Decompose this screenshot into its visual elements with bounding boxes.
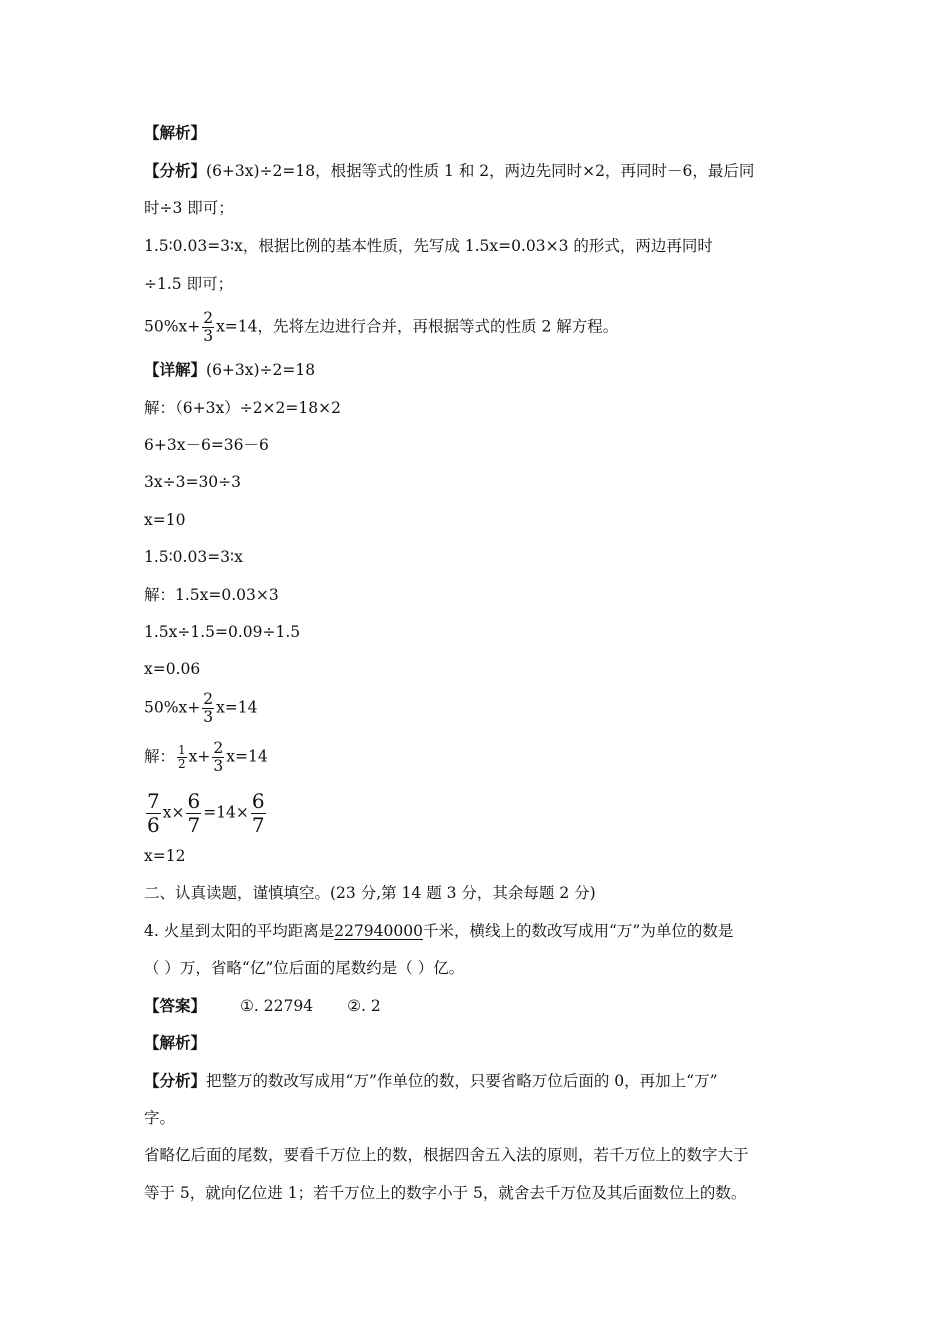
fenxi-line-2 bbox=[144, 1071, 718, 1091]
fenxi-tag: 【分析】 bbox=[144, 161, 207, 180]
equation-pre: 50%x+ bbox=[144, 698, 201, 717]
xiangjie-tag: 【详解】 bbox=[144, 360, 207, 379]
fraction-denominator: 3 bbox=[203, 708, 214, 726]
fenxi-text: 把整万的数改写成用“万”作单位的数，只要省略万位后面的 0，再加上“万” bbox=[206, 1072, 718, 1090]
fraction-numerator: 2 bbox=[203, 309, 214, 327]
percent-line bbox=[144, 310, 618, 345]
fraction-seven-sixths bbox=[146, 790, 161, 837]
multiply-x: x× bbox=[162, 803, 185, 822]
step-2: 6+3x－6=36－6 bbox=[144, 436, 269, 454]
section-2-heading: 二、认真读题，谨慎填空。(23 分,第 14 题 3 分，其余每题 2 分) bbox=[144, 884, 596, 902]
fraction-denominator: 3 bbox=[213, 757, 224, 775]
step-7: 1.5x÷1.5=0.09÷1.5 bbox=[144, 623, 301, 641]
fraction-numerator: 6 bbox=[187, 789, 201, 813]
jiexi-heading-2: 【解析】 bbox=[144, 1033, 207, 1052]
fraction-two-thirds bbox=[202, 691, 214, 726]
solution-line bbox=[144, 740, 268, 775]
step-5: 1.5∶0.03=3∶x bbox=[144, 548, 243, 566]
question-4-post: 千米，横线上的数改写成用“万”为单位的数是 bbox=[422, 922, 734, 940]
percent-post: x=14，先将左边进行合并，再根据等式的性质 2 解方程。 bbox=[216, 317, 619, 336]
fraction-two-thirds bbox=[202, 310, 214, 345]
explanation-line-1: 省略亿后面的尾数，要看千万位上的数，根据四舍五入法的原则，若千万位上的数字大于 bbox=[144, 1146, 749, 1164]
step-4: x=10 bbox=[144, 511, 186, 529]
fraction-numerator: 2 bbox=[213, 739, 224, 757]
fraction-denominator: 6 bbox=[147, 813, 160, 837]
ratio-line-a: 1.5∶0.03=3∶x，根据比例的基本性质，先写成 1.5x=0.03×3 的形式，两边再同时 bbox=[144, 237, 713, 255]
fenxi-line-1-cont: 时÷3 即可； bbox=[144, 199, 234, 217]
jiexi-heading-1: 【解析】 bbox=[144, 123, 207, 142]
answer-1: ①. 22794 bbox=[240, 997, 314, 1015]
solution-mid: x+ bbox=[188, 747, 211, 766]
fraction-numerator: 6 bbox=[251, 789, 265, 813]
question-4-pre: 4. 火星到太阳的平均距离是 bbox=[144, 922, 335, 940]
solution-pre: 解： bbox=[144, 747, 176, 766]
fraction-denominator: 3 bbox=[203, 327, 214, 345]
fraction-numerator: 7 bbox=[147, 789, 160, 813]
multiply-eq: =14× bbox=[203, 803, 249, 822]
fraction-numerator: 1 bbox=[178, 743, 186, 757]
equation-line bbox=[144, 691, 258, 726]
ratio-line-b: ÷1.5 即可； bbox=[144, 275, 234, 293]
question-4-line-1 bbox=[144, 921, 733, 941]
xiangjie-text: (6+3x)÷2=18 bbox=[206, 361, 316, 379]
solution-post: x=14 bbox=[226, 747, 268, 766]
fraction-six-sevenths bbox=[186, 790, 201, 837]
step-9: x=12 bbox=[144, 847, 186, 865]
question-4-line-2: （ ）万，省略“亿”位后面的尾数约是（ ）亿。 bbox=[144, 959, 465, 977]
fenxi-line-1 bbox=[144, 161, 754, 181]
xiangjie-line bbox=[144, 360, 315, 380]
fraction-six-sevenths bbox=[251, 790, 266, 837]
step-1: 解：（6+3x）÷2×2=18×2 bbox=[144, 399, 341, 417]
percent-pre: 50%x+ bbox=[144, 317, 201, 336]
answer-line bbox=[144, 996, 381, 1016]
equation-post: x=14 bbox=[216, 698, 258, 717]
fenxi-line-2-cont: 字。 bbox=[144, 1109, 176, 1127]
step-6: 解：1.5x=0.03×3 bbox=[144, 586, 279, 604]
multiply-line bbox=[144, 790, 268, 837]
fraction-denominator: 7 bbox=[251, 813, 265, 837]
underlined-distance: 227940000 bbox=[334, 922, 423, 940]
fraction-denominator: 7 bbox=[187, 813, 201, 837]
fenxi-tag: 【分析】 bbox=[144, 1071, 207, 1090]
step-8: x=0.06 bbox=[144, 660, 201, 678]
fraction-numerator: 2 bbox=[203, 690, 214, 708]
fraction-one-half bbox=[177, 744, 187, 771]
answer-tag: 【答案】 bbox=[144, 996, 207, 1015]
step-3: 3x÷3=30÷3 bbox=[144, 473, 242, 491]
explanation-line-2: 等于 5，就向亿位进 1；若千万位上的数字小于 5，就舍去千万位及其后面数位上的数。 bbox=[144, 1184, 747, 1202]
fenxi-text: (6+3x)÷2=18，根据等式的性质 1 和 2，两边先同时×2，再同时－6，最后同 bbox=[206, 162, 755, 180]
fraction-denominator: 2 bbox=[178, 757, 186, 771]
answer-2: ②. 2 bbox=[347, 997, 381, 1015]
fraction-two-thirds bbox=[212, 740, 224, 775]
